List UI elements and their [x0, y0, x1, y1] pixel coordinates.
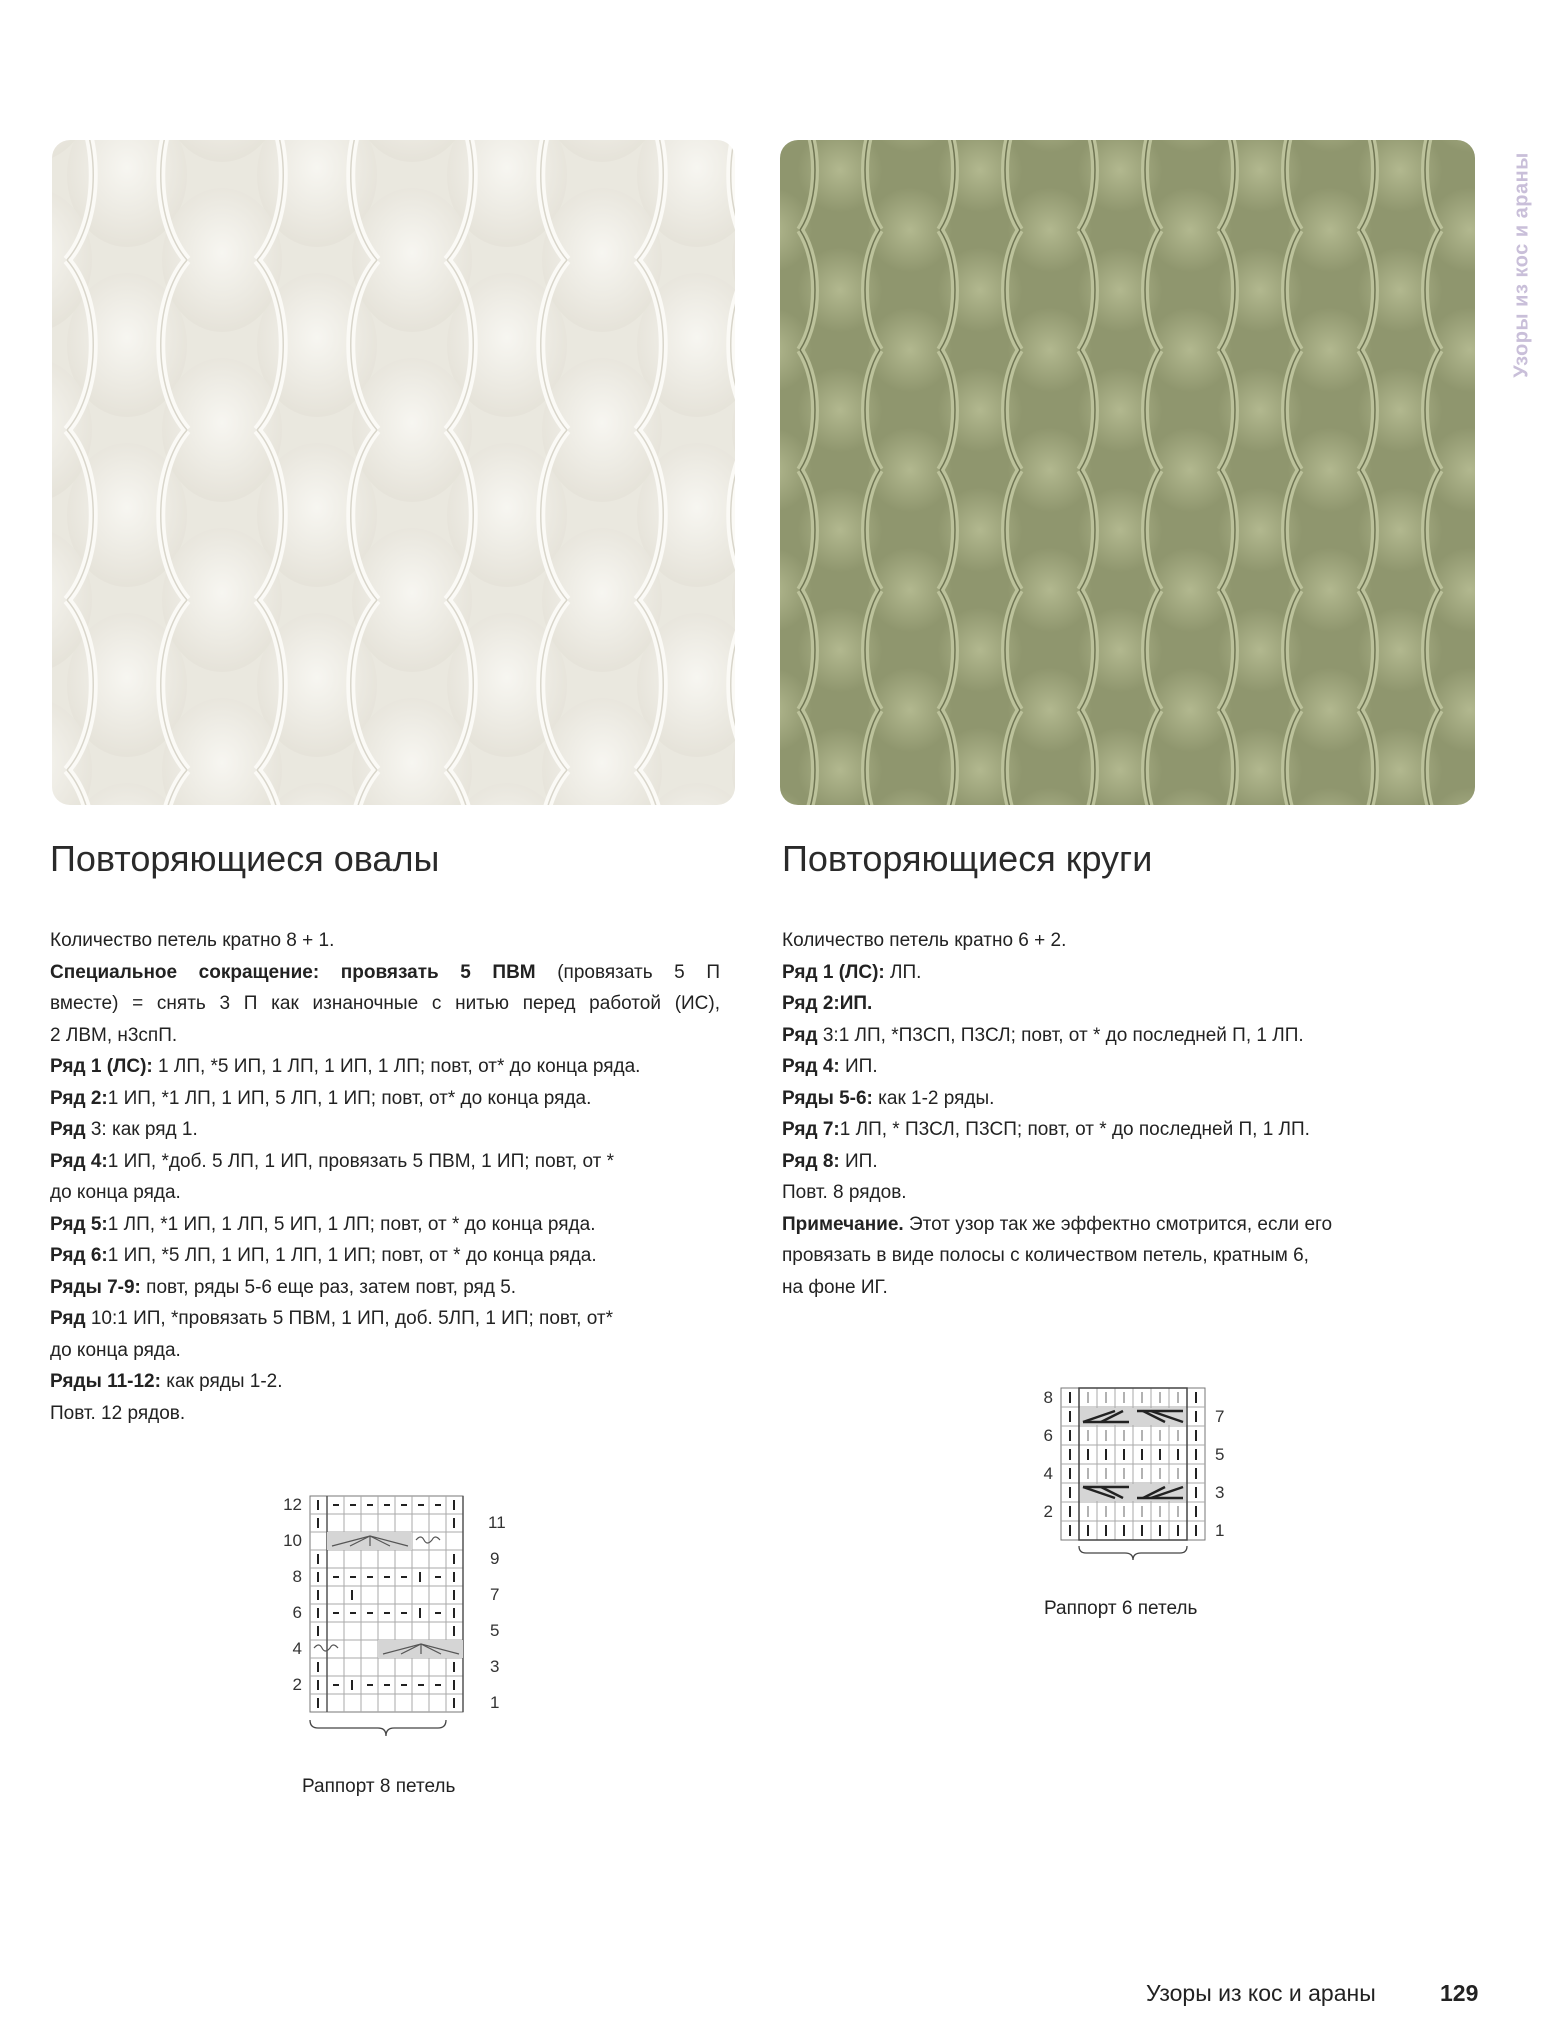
instruction-line: Ряды 11-12: как ряды 1-2.	[50, 1371, 283, 1392]
row-number: 9	[490, 1549, 500, 1568]
repeat-brace	[310, 1720, 446, 1736]
row-number: 1	[1215, 1521, 1225, 1540]
instruction-line: Ряд 4:1 ИП, *доб. 5 ЛП, 1 ИП, провязать 5 ПВМ, 1 ИП; повт, от *	[50, 1150, 615, 1172]
row-number: 10	[283, 1531, 302, 1550]
row-number: 11	[488, 1513, 506, 1532]
instruction-line: вместе) = снять 3 П как изнаночные с нитью перед работой (ИС),	[50, 993, 720, 1014]
page-number: 129	[1440, 1980, 1479, 2006]
pattern-title-circles: Повторяющиеся круги	[782, 838, 1153, 879]
instruction-line: Ряд 4: ИП.	[782, 1056, 878, 1077]
instructions-ovals	[50, 925, 720, 1429]
repeat-brace	[1079, 1546, 1187, 1560]
instruction-line: Повт. 8 рядов.	[782, 1182, 907, 1203]
instruction-line: Ряд 3:1 ЛП, *П3СП, П3СЛ; повт, от * до последней П, 1 ЛП.	[782, 1024, 1304, 1046]
chart-caption-circles: Раппорт 6 петель	[1044, 1598, 1198, 1619]
side-section-label: Узоры из кос и араны	[1510, 152, 1533, 378]
footer-section-title: Узоры из кос и араны	[1146, 1980, 1376, 2006]
instruction-line: Ряд 1 (ЛС): 1 ЛП, *5 ИП, 1 ЛП, 1 ИП, 1 ЛП; повт, от* до конца ряда.	[50, 1056, 641, 1077]
instruction-line: Повт. 12 рядов.	[50, 1402, 186, 1424]
instruction-line: Ряд 8: ИП.	[782, 1150, 878, 1172]
instructions-circles	[782, 925, 1402, 1303]
instruction-line: 2 ЛВМ, н3спП.	[50, 1024, 178, 1046]
row-number: 5	[490, 1621, 500, 1640]
chart-caption-ovals: Раппорт 8 петель	[302, 1776, 456, 1797]
instruction-line: Ряд 7:1 ЛП, * П3СЛ, П3СП; повт, от * до последней П, 1 ЛП.	[782, 1119, 1310, 1140]
instruction-line: Количество петель кратно 8 + 1.	[50, 930, 335, 951]
row-number: 8	[292, 1567, 302, 1586]
instruction-line: Ряд 10:1 ИП, *провязать 5 ПВМ, 1 ИП, доб. 5ЛП, 1 ИП; повт, от*	[50, 1308, 613, 1329]
side-section-tab	[1502, 135, 1542, 395]
instruction-line: Количество петель кратно 6 + 2.	[782, 930, 1067, 951]
row-number: 5	[1215, 1445, 1225, 1464]
row-number: 4	[292, 1639, 302, 1658]
row-number: 2	[1043, 1502, 1053, 1521]
row-number: 2	[292, 1675, 302, 1694]
instruction-line: Ряд 1 (ЛС): ЛП.	[782, 961, 922, 983]
circles-knitting-chart	[1025, 1382, 1255, 1572]
row-number: 7	[1215, 1407, 1225, 1426]
instruction-line: провязать в виде полосы с количеством петель, кратным 6,	[782, 1245, 1309, 1266]
cream-knit-sample-photo	[52, 140, 735, 805]
instruction-line: Примечание. Этот узор так же эффектно смотрится, если его	[782, 1213, 1333, 1235]
green-knit-sample-photo	[780, 140, 1475, 805]
instruction-line: до конца ряда.	[50, 1182, 181, 1203]
instruction-line: Ряды 7-9: повт, ряды 5-6 еще раз, затем повт, ряд 5.	[50, 1276, 517, 1298]
row-number: 1	[490, 1693, 500, 1712]
instruction-line: Ряд 5:1 ЛП, *1 ИП, 1 ЛП, 5 ИП, 1 ЛП; повт, от * до конца ряда.	[50, 1213, 596, 1235]
instruction-line: Специальное сокращение: провязать 5 ПВМ (провязать 5 П	[50, 961, 720, 983]
ovals-knitting-chart	[270, 1488, 520, 1748]
instruction-line: Ряд 2:1 ИП, *1 ЛП, 1 ИП, 5 ЛП, 1 ИП; повт, от* до конца ряда.	[50, 1087, 592, 1109]
row-number: 3	[490, 1657, 500, 1676]
instruction-line: Ряд 6:1 ИП, *5 ЛП, 1 ИП, 1 ЛП, 1 ИП; повт, от * до конца ряда.	[50, 1245, 597, 1266]
pattern-title-ovals: Повторяющиеся овалы	[50, 838, 440, 879]
row-number: 4	[1043, 1464, 1053, 1483]
row-number: 6	[1043, 1426, 1053, 1445]
instruction-line: Ряды 5-6: как 1-2 ряды.	[782, 1087, 995, 1109]
instruction-line: Ряд 2:ИП.	[782, 993, 873, 1014]
instruction-line: до конца ряда.	[50, 1339, 181, 1361]
instruction-line: Ряд 3: как ряд 1.	[50, 1119, 198, 1140]
row-number: 7	[490, 1585, 500, 1604]
row-number: 6	[292, 1603, 302, 1622]
row-number: 3	[1215, 1483, 1225, 1502]
row-number: 12	[283, 1495, 302, 1514]
instruction-line: на фоне ИГ.	[782, 1276, 888, 1298]
row-number: 8	[1043, 1388, 1053, 1407]
